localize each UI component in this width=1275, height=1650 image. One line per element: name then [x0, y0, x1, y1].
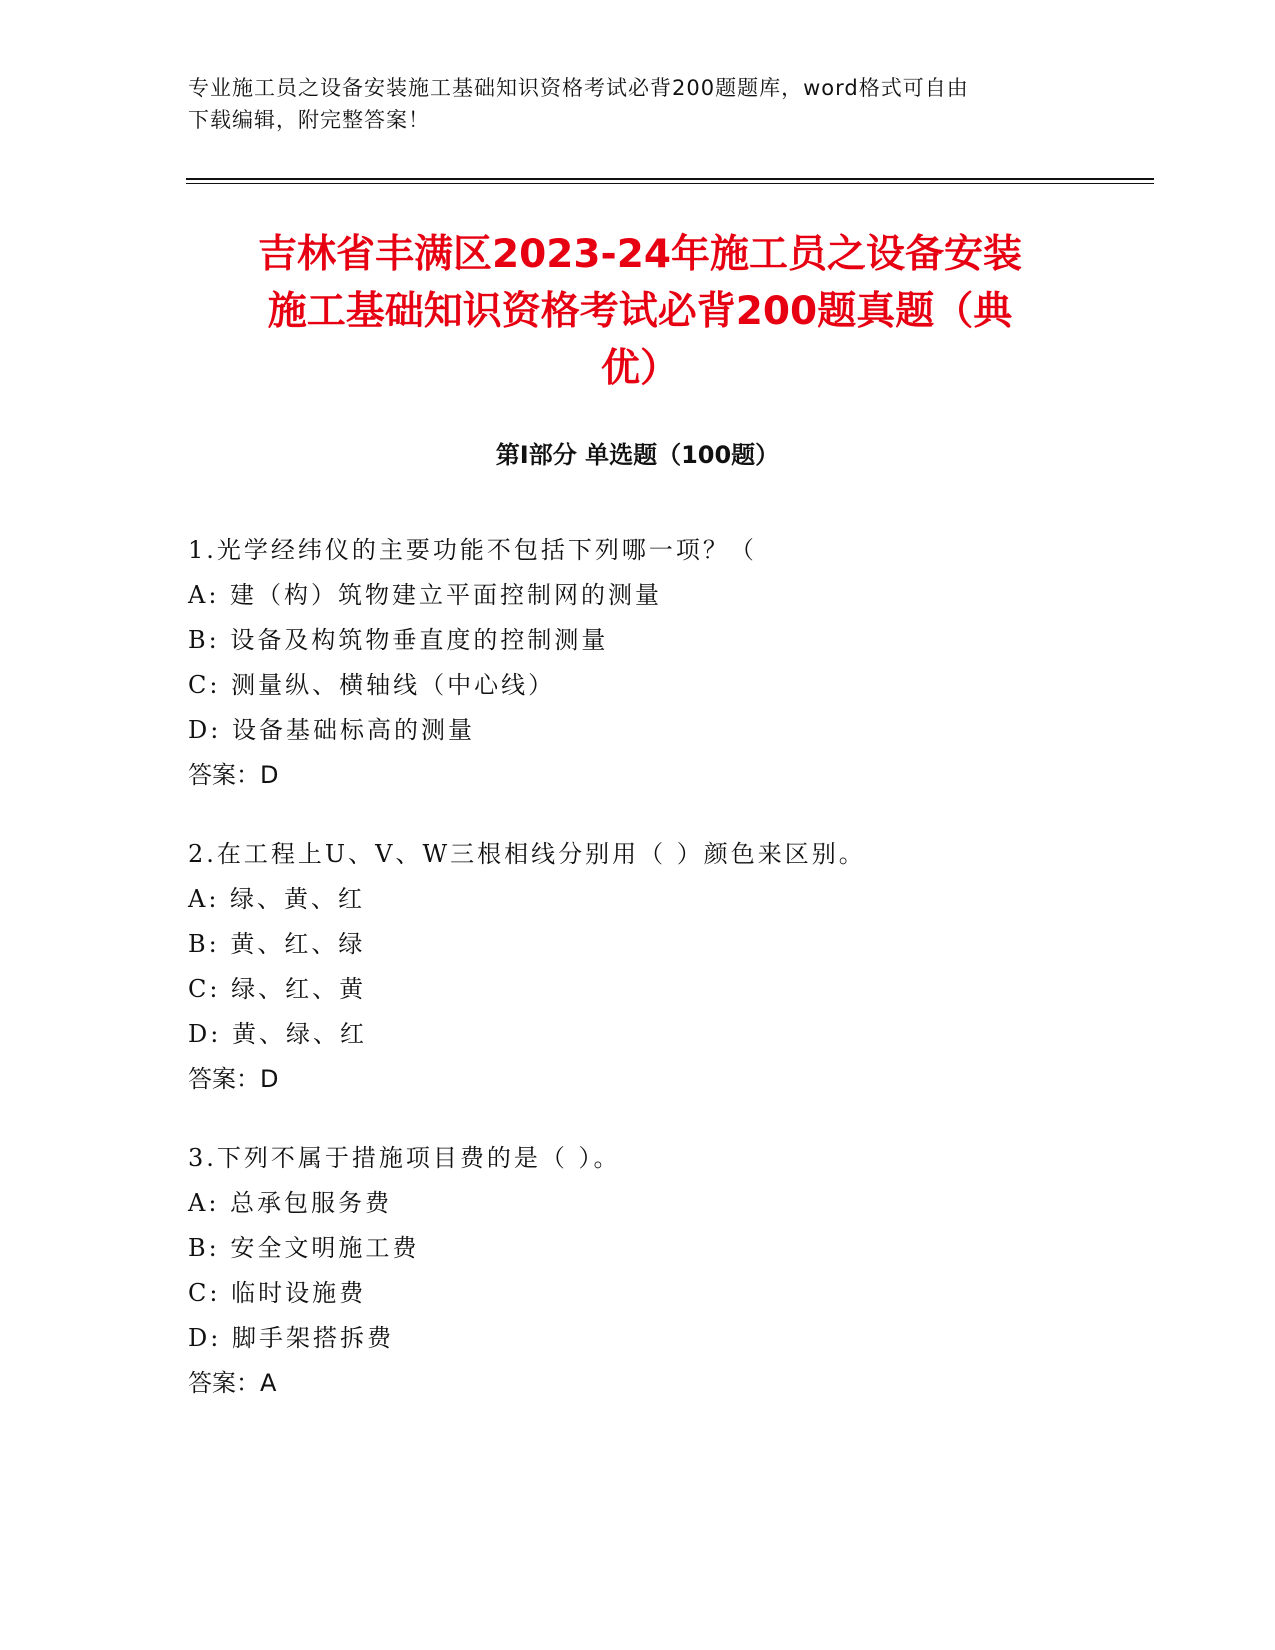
question-1: [188, 528, 1108, 798]
title-line-2: 施工基础知识资格考试必背200题真题（典: [267, 289, 1013, 334]
header-divider-thin: [186, 183, 1154, 184]
option-b: B: 黄、红、绿: [188, 930, 366, 958]
title-line-1: 吉林省丰满区2023-24年施工员之设备安装: [257, 232, 1022, 277]
intro-text: [188, 72, 1088, 136]
answer-text: 答案：D: [188, 761, 279, 789]
answer-text: 答案：A: [188, 1369, 277, 1397]
answer-text: 答案：D: [188, 1065, 279, 1093]
option-a: A: 绿、黄、红: [188, 885, 366, 913]
title-line-3: 优）: [600, 346, 679, 391]
question-stem: 2.在工程上U、V、W三根相线分别用（ ）颜色来区别。: [188, 840, 866, 868]
option-d: D: 脚手架搭拆费: [188, 1324, 394, 1352]
question-stem: 3.下列不属于措施项目费的是（ ）。: [188, 1144, 621, 1172]
option-c: C: 绿、红、黄: [188, 975, 367, 1003]
question-2: [188, 832, 1108, 1102]
option-b: B: 安全文明施工费: [188, 1234, 420, 1262]
question-list: [188, 528, 1108, 1440]
header-divider-thick: [186, 178, 1154, 180]
section-title: 第Ⅰ部分 单选题（100题）: [495, 441, 780, 469]
option-a: A: 总承包服务费: [188, 1189, 393, 1217]
intro-line-2: 下载编辑，附完整答案！: [188, 108, 430, 132]
option-c: C: 测量纵、横轴线（中心线）: [188, 671, 556, 699]
intro-line-1: 专业施工员之设备安装施工基础知识资格考试必背200题题库，word格式可自由: [188, 76, 969, 100]
question-stem: 1.光学经纬仪的主要功能不包括下列哪一项？（: [188, 536, 757, 564]
option-c: C: 临时设施费: [188, 1279, 367, 1307]
option-a: A: 建（构）筑物建立平面控制网的测量: [188, 581, 663, 609]
question-3: [188, 1136, 1108, 1406]
document-title: [180, 226, 1100, 397]
option-b: B: 设备及构筑物垂直度的控制测量: [188, 626, 609, 654]
option-d: D: 设备基础标高的测量: [188, 716, 475, 744]
option-d: D: 黄、绿、红: [188, 1020, 367, 1048]
